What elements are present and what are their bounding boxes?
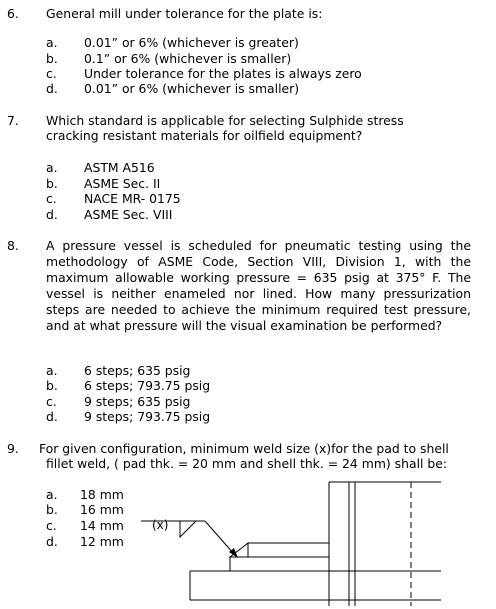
option-text: 9 steps; 793.75 psig bbox=[84, 409, 211, 424]
option-text: 6 steps; 793.75 psig bbox=[84, 378, 211, 393]
option-letter: b. bbox=[46, 378, 58, 393]
option-letter: d. bbox=[46, 207, 58, 222]
option-letter: c. bbox=[46, 66, 57, 81]
option-text: 14 mm bbox=[80, 518, 124, 533]
option-text: ASTM A516 bbox=[84, 160, 155, 175]
option-letter: b. bbox=[46, 502, 58, 517]
option-letter: b. bbox=[46, 176, 58, 191]
option-letter: d. bbox=[46, 81, 58, 96]
question-text: General mill under tolerance for the plate is: bbox=[46, 6, 323, 21]
option-text: 0.01” or 6% (whichever is greater) bbox=[84, 35, 299, 50]
option-letter: d. bbox=[46, 409, 58, 424]
question-number: 9. bbox=[7, 441, 19, 456]
question-text-line-1: Which standard is applicable for selecting Sulphide stress bbox=[46, 113, 404, 128]
option-text: NACE MR- 0175 bbox=[84, 191, 181, 206]
option-letter: c. bbox=[46, 191, 57, 206]
question-text-line-2: cracking resistant materials for oilfield equipment? bbox=[46, 128, 363, 143]
weld-size-label: (x) bbox=[152, 518, 169, 532]
option-letter: a. bbox=[46, 363, 58, 378]
question-text-line-2: fillet weld, ( pad thk. = 20 mm and shell thk. = 24 mm) shall be: bbox=[46, 456, 448, 471]
option-letter: a. bbox=[46, 487, 58, 502]
option-letter: c. bbox=[46, 518, 57, 533]
option-text: 6 steps; 635 psig bbox=[84, 363, 191, 378]
fillet-symbol bbox=[180, 521, 196, 537]
question-number: 6. bbox=[7, 6, 19, 21]
question-text: A pressure vessel is scheduled for pneumatic testing using the methodology of ASME Code, Section VIII, Division 1, with the maximum allowable working pressure = 635 psig at 375° F. The vessel is neither enameled nor lined. How many pressurization steps are needed to achieve the minimum required test pressure, and at what pressure will the visual examination be performed? bbox=[46, 238, 471, 333]
option-letter: d. bbox=[46, 534, 58, 549]
option-text: Under tolerance for the plates is always zero bbox=[84, 66, 362, 81]
option-text: 0.01” or 6% (whichever is smaller) bbox=[84, 81, 300, 96]
option-text: 12 mm bbox=[80, 534, 124, 549]
option-text: ASME Sec. II bbox=[84, 176, 161, 191]
option-text: 16 mm bbox=[80, 502, 124, 517]
option-text: 0.1” or 6% (whichever is smaller) bbox=[84, 51, 292, 66]
question-number: 8. bbox=[7, 238, 19, 253]
option-letter: c. bbox=[46, 394, 57, 409]
question-number: 7. bbox=[7, 113, 19, 128]
option-letter: a. bbox=[46, 160, 58, 175]
option-letter: a. bbox=[46, 35, 58, 50]
weld-arrow-line bbox=[205, 521, 234, 554]
option-text: 18 mm bbox=[80, 487, 124, 502]
option-text: 9 steps; 635 psig bbox=[84, 394, 191, 409]
option-text: ASME Sec. VIII bbox=[84, 207, 173, 222]
option-letter: b. bbox=[46, 51, 58, 66]
question-text-line-1: For given configuration, minimum weld size (x)for the pad to shell bbox=[39, 441, 449, 456]
